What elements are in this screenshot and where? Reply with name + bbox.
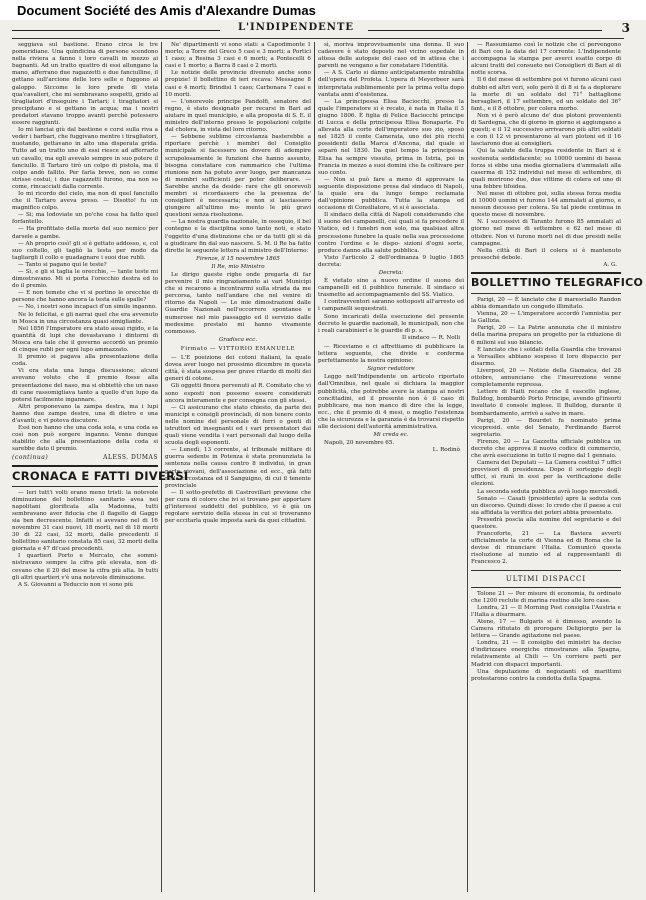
section-rule [471, 587, 621, 588]
paragraph: Firenze, 20 — La Gazzetta ufficiale pubblica un decreto che approva il nuovo codice di commercio, che avrà esecuzione in tutto il regno dal 1 gennaio. [471, 438, 621, 460]
paragraph: seggiava sul bastione. Erano circa le tre pomeridiane. Una quindicina di persone scendono nella riviera a fanno i loro cavalli in mezzo ai bagnanti. Ad un tratto quattro di essi allungano la mano, afferrano due ragazzetti e due fanciulline, il gettano sull'arcione delle loro selle e fuggono al galoppo. Siccome le loro prede di vista qua'cavalieri, che mi sembravano sospetti, grido al tiragliatori d'inseguire i Tartari; i tiragliatori si precipitano e si gettano in acqua; ma i nostri predatori stavano troppo avanti perchè potessero essere raggiunti. [12, 42, 158, 127]
paragraph: Nel mese di ottobre poi, sulla stessa forza media di 10000 uomini vi furono 144 ammalati al giorno, e nessun decesso per colera. Su tal piede continua in questo mese di novembre. [471, 190, 621, 219]
paragraph: Il 6 del mese di settembre poi vi furono alcuni casi dubbi ed altri veri, solo però il dì 8 si fa a deplorare la morte di un soldato del 71° battaglione bersaglieri, il 17 settembre, ed un soldato del 36° fant., e il 8 ottobre, per colera morbo. [471, 77, 621, 112]
paragraph: Qui la salute della truppa residente in Bari si è sostenuta soddisfacente; su 10000 uomini di bassa forza si ebbe una media giornaliera d'ammalati alla caserma di 152 individui nel mese di settembre, di quali morirono due, due vittime di colera ed uno di una febbre tifoidea. [471, 148, 621, 190]
masthead-rule-left [12, 30, 220, 31]
paragraph: Le dirigo queste righe onde pregarla di far pervenire il mio ringraziamento ai vari Municipi che si recarono a incontrarmi sulla strada da me percorsa, tanto nell'andare che nel venire di ritorno da Napoli — Le mie dimostrazioni dalle Guardie Nazionali nell'occorrere spontanee e numerose nel mio passaggio ed il servizio dalle medesime prestato mi hanno vivamente commosso. [165, 272, 311, 335]
paragraph: Atene, 17 — Bulgaris si è dimesso, avendo la Camera rifiutato di prorogare Deligiorgio per la lettera — Grande agitazione nel paese. [471, 618, 621, 640]
column-4 [471, 42, 644, 892]
paragraph: Ne lo felicitai, e gli narrai quel che era avvenuto in Mosca in una circostanza quasi simigliante. [12, 311, 158, 325]
paragraph: Ne' dipartimenti vi sono stati: a Capodimonte 1 morto; a Torre del Greco 5 casi e 3 morti; a Portici 1 caso; a Resina 3 casi e 6 morti; a Pontecelli 6 casi e 1 morto; a Barra 8 casi e 2 morti. [165, 42, 311, 70]
paragraph: Liverpool, 20 — Notizie della Giamaica, del 28 ottobre, annunciano che l'insurrezione venne completamente repressa. [471, 367, 621, 389]
paragraph: Gli oggetti finora pervenuti al R. Comitato che vi sono esposti non possono essere considerati ancora interamente e per consegna con gli stessi. [165, 383, 311, 404]
paragraph: — Ah proprio così! gli si è gettato addosso, e, col suo coltello, gli tagliò la testa per modo da tagliargli il collo e guadagnare i suoi due rubli. [12, 240, 158, 261]
paragraph: — L'onorevole principe Pandolfi, senatore del regno, è stato designato per recarsi in Bari ad aiutare in quel municipio, e alla proposta di S. E. il ministro dell'interno presso le popolazioni colpite dal cholera, in vista del loro ritorno. [165, 98, 311, 134]
paragraph: — Tanto si pagano qui le teste? [18, 261, 107, 268]
article-signature [12, 454, 158, 461]
paragraph: A S. Giovanni a Teduccio non vi sono più [18, 581, 134, 588]
paragraph: — Sì, e gli si taglia le orecchie, — tante teste mi dimostravano. Mi si porta l'orecchio destra ed io do il premio. [12, 269, 158, 290]
masthead-underline [12, 38, 624, 39]
paragraph: Nel 1856 l'Imperatore era stato assai rigido, e la quantità di lupi che devastavano i dintorni di Mosca era tale che il governo accordò un premio di cinque rubli per ogni lupo ammazzato. [12, 325, 158, 354]
paragraph: — Il sotto-prefetto di Castrovillari previene che per cura di coloro che ivi si trovano per apportare gl'interessi suddetti del pubblico, vi è già un regolare servizio della stessa in cui si troveranno per eccitarla quale imposta sarà da quei cittadini. [165, 489, 311, 525]
paragraph: Londra, 21 — Il Morning Post consiglia l'Austria e l'Italia a disarmare. [471, 604, 621, 618]
decree-signature: Il sindaco — R. Nolli [401, 334, 460, 341]
paragraph: Nella città di Bari il colera si è mantenuto pressoché debole. [471, 247, 621, 261]
paragraph: Le notizie delle provincie divenuto anche sono propizie! il bollettino di ieri recava: Messagne 8 casi e 4 morti; Brindisi 1 caso; Carbonara 7 casi e 10 morti. [165, 70, 311, 98]
letter-signature: Firmato — VITTORIO EMANUELE [180, 345, 296, 352]
paragraph: Io mi ricordo del cielo, ma non di quel fanciullo che il Tartaro aveva preso. — Disotto! fu un magnifico colpo. [12, 190, 158, 212]
section-rule [12, 486, 158, 487]
author-name: ALESS. DUMAS [103, 454, 158, 462]
paragraph: — L'E poeizione dei cotoni italiani, la quale dovea aver luogo nei prossimo dicembre in questa città, è stata sospesa per grave ritardo di molti dei generi di cotone. [165, 355, 311, 383]
column-1 [12, 42, 189, 892]
column-separator [161, 42, 162, 892]
paragraph: Presedrà poscia alla nomine del segretario e del questore. [471, 516, 621, 530]
paragraph: — La principessa Elisa Baciocchi, presso la quale l'imperatore si è recato, è nata in Italia il 3 giugno 1806. È figlia di Felice Baciocchi principe di Lucca e della principessa Elisa Bonaparte. Fu allevata alla corte dell'imperatore suo zio, sposò nel 1825 il conte Camerata, uno dei più ricchi possidenti della Marca d'Ancona, dal quale si separò nel 1830. Da quel tempo la principessa Elisa ha sempre vissuto, prima in Istria, poi in Francia in mezzo a suoi domini che fa coltivare per suo conto. [318, 98, 464, 176]
paragraph: — Rassumiamo così le notizie che ci pervengono di Bari con la data del 17 corrente: L'Indipendente accompagna la stampa per averci esatto corpo di alcuni tratti del consueto nei Consiglieri di Bari al di notte scorsa. [471, 42, 621, 77]
paragraph: Senato — Casati (presidente) apre la seduta con un discorso. Quindi disse: Io credo che il paese a cui sia affidata la verifica dei poteri abbia presentato. [471, 495, 621, 516]
paragraph: — A S. Carlo si dànno anticipatamente mirabilia dell'opera del Profeta. L'opera di Meyerbeer sarà interpretata sublimemente per la prima volta dopo vantata anni d'esistenza. [318, 70, 464, 98]
section-rule [12, 465, 158, 467]
paragraph: È vietato sino a nuovo ordine il suono dei campanelli ed il pubblico funerale. Il sindaco si trasmette ad accompagnamento del SS. Viatico. [318, 278, 464, 299]
paragraph: sì, moriva improvvisamente una donna. Il suo cadavere è stato deposto nel vicino ospedale in attesa delle autopsie del caso ed in attesa che i parenti ne vengano a far constatare l'identità. [318, 42, 464, 70]
paragraph: — No, i nostri sono incapaci d'un simile inganno. [18, 304, 157, 311]
paragraph: I contravventori saranno sottoposti all'arresto ed i campanelli sequestrati. [318, 299, 464, 313]
newspaper-title: L'INDIPENDENTE [237, 22, 355, 33]
paragraph: Londra, 21 — Il consiglio dei ministri ha deciso d'indirizzare energiche rimostranze alla Spagna, relativamente al Chili — Un corriere parti per Madrid con dispacci importanti. [471, 640, 621, 668]
paragraph: — Ieri tutt'i volti erano meno tristi: la notevole diminuzione del bollettino sanitario avea nei napolitani glorificata alla Madonna, tutti sembravano aver fiducia che il flagello di Gaggo sia ben decrescente. Infatti si avevano nel di 16 novembre 31 casi nuovi, 18 morti, nel di 18 morti 30 di 22 casi, 32 morti, dalle precedenti il bollettino sanitario constata 85 casi, 32 morti della giornata e 47 di'casi precedenti. [12, 489, 158, 553]
paragraph: Sono incaricati della esecuzione del presente decreto le guardie nazionali, le municipali, non che i reali carabinieri e le guardie di p. s. [318, 313, 464, 334]
paragraph: Parigi, 20 — È lanciato che il maresciallo Randon abbia domandato un congedo illimitato. [471, 297, 621, 311]
paragraph: — Si; ma lodoviate un po'che cosa ha fatto quel forfantello. [12, 212, 158, 226]
document-header-bar [0, 0, 646, 20]
letter-closing: Mi creda ec. [373, 432, 409, 439]
paragraph: Leggo nell'Indipendente un articolo riportato dall'Omnibus, nel quale si dichiara la maggior pubblicità, che potrebbe avere la stampa ai nostri concittadini, ed il presente non è il caso di pubblicare, ma non manco di dire che la legge, ecc., che il premio di 4 mesi, o meglio l'esistenza che la sicurezza e la garanzia è da trovarsi rispetto alle decisioni dell'autorità amministrativa. [318, 374, 464, 430]
section-title-cronaca: CRONACA E FATTI DIVERSI [12, 468, 189, 483]
paragraph: — La nostra guardia nazionale, in ossequio, il bel contegno e la disciplina sono tanto noti, e stato l'oggetto d'una distinzione che or da tutti gli si dà a giudicare fin dal suo nascere. S. M. il Re ha fatto dirette le seguente lettera al ministro dell'Interno: [165, 219, 311, 254]
letter-salutation: Il Re, mio Ministro [211, 263, 265, 270]
paragraph: Il premio si pagava alla presentazione della coda. [12, 354, 158, 368]
paragraph: — Lunedì, 13 corrente, al tribunale militare di guerra sedente in Potenza è stata pronunziata la sentenza nella causa contro 8 individui, in gran parte giovani, dell'associazione ed ecc., già fatti nella circostanza ed il Sanguigno, di cui il tenente provinciale [165, 447, 311, 489]
continua-label: (continua) [12, 454, 49, 462]
paragraph: Vi era stata una lunga discussione; alcuni avevano voluto che il premio fosse alla presentazione del naso, ma si obbiettò che un naso di cane rassomigliava tanto a quello d'un lupo da potersi facilmente ingannare. [12, 368, 158, 403]
column-separator [467, 42, 468, 892]
paragraph: Lettere di Haiti recano che il vascello inglese, Bulldog, bombardò Porto Principe, avendo gl'insorti insultato il console inglese. Il Bulldog, durante il bombardamento, arrivò a salvo in mare. [471, 389, 621, 417]
paragraph: Vienna, 20 — L'imperatore accordò l'amnistia per la Gallizia. [471, 311, 621, 325]
paragraph: Visto l'articolo 2 dell'ordinanza 9 luglio 1865 decreta: [318, 254, 464, 268]
paragraph: Camera dei Deputati — La Camera costituì 7 uffici provvisori di presidenza. Dopo il sorteggio degli uffici, si riunì in essi per la verificazione delle elezioni. [471, 460, 621, 488]
paragraph: Parigi, 20 — La Patrie annunzia che il ministro della marina prepara un progetto per la riduzione di 6 milioni sul suo bilancio. [471, 325, 621, 346]
section-rule [471, 570, 621, 571]
paragraph: — Non si può fare a meno di approvare la seguente disposizione presa dal sindaco di Napoli, la quale era da lungo tempo reclamata dall'opinione pubblica. Tutta la stampa ed occasione di Consiliatore, vi si è associata. [318, 176, 464, 212]
section-rule [471, 293, 621, 294]
paragraph: I quartieri Porto e Mercato, che sommi- nistravano sempre la cifra più elevata, non di- cevano che il 20 del mese la cifra più alta. In tutti gli altri quartieri v'è una notevole diminuzione. [12, 553, 158, 581]
article-signature: A. G. [603, 261, 617, 268]
paragraph: È lanciato che i soldati della Guardia che trovansi a Versailles abbiano sospeso il loro dispaccio per disarmo. [471, 346, 621, 367]
paragraph: Altri proponevano la zampa destra, ma i lupi hanno due zampe destre, una di dietro e una d'avanti; e vi poteva discutere. [12, 403, 158, 424]
letter-salutation: Signor redattore [367, 366, 415, 373]
letter-dateline: Firenze, il 15 novembre 1865 [196, 255, 280, 262]
paragraph: Il sindaco della città di Napoli considerando che il suono dei campanelli, cui quali si fa precedere il Viatico, ed i funebri non solo, ma qualsiasi altra processione funebre la quale nella sua processione contro l'ordine e le dispo- sizioni d'ogni sorte, produce danno alla salute pubblica. [318, 212, 464, 254]
paragraph: Parigi, 20 — Bourdet fu nominato prima vicepresid. ente del Senato, Ferdinando Barrot segretario. [471, 417, 621, 438]
paragraph: Una deputazione di negozianti ed marittimi protestarono contro la condotta della Spagna. [471, 668, 621, 682]
paragraph: — Ha profittato della morte del suo nemico per darsele a gambe. [12, 226, 158, 240]
column-2 [165, 42, 311, 892]
masthead-rule-right [368, 30, 602, 31]
column-3 [318, 42, 464, 892]
section-rule [471, 272, 621, 274]
paragraph: Essi non hanno che una coda sola, e una coda sa così non può sorgere inganno. Venne dunque stabilito che alla presentazione della coda si sarebbe dato il premio. [12, 425, 158, 453]
paragraph: Tolone 21 — Per misure di economia, fu ordinato che 1200 reclute di marina restino alle loro case. [471, 590, 621, 604]
page-number: 3 [621, 21, 630, 35]
section-title-bollettino: BOLLETTINO TELEGRAFICO [471, 276, 644, 289]
section-title-dispacci: ULTIMI DISPACCI [505, 574, 587, 583]
paragraph: Io mi lanciai giù dal bastione e corsi sulla riva a veder i barbari, che fuggivano mentre i tiragliatori, nuotando, gettavano in alto una disperata grida. Tutto ad un tratto uno di essi riesce ad afferrarlo un cavallo, ma egli avevalo sempre in suo potere il fanciullo. Il Tartaro tirò un colpo di pistola, ma il colpo andò fallito. Per farla breve, non so come strisse costui, i due ragazzetti furono, ma non so come, rincacciati dalla corrente. [12, 127, 158, 190]
paragraph: La seconda seduta pubblica avrà luogo mercoledì. [477, 488, 620, 495]
paragraph: — Ci assicurano che stato chiesto, da parte dei municipi e consigli provinciali, di non tenere conto nelle nomine del personale di ferri o genti di istruttori ed insegnanti ed i vari presentatori dai quali viene vendita i vari personali dal luogo della scuola degli esponenti. [165, 404, 311, 447]
masthead [12, 22, 636, 36]
paragraph: Francoforte, 21 — La Baviera avverti ufficialmente la corte di Vienna ed di Roma che la devise di rinunciare l'Italia. Comunicò questa risoluzione al nunzio ed al rappresentanti di Francesco 2. [471, 531, 621, 566]
document-title: Document Société des Amis d'Alexandre Dumas [17, 3, 316, 18]
column-separator [314, 42, 315, 892]
paragraph: Napoli, 20 novembre 65. [324, 440, 395, 447]
decree-heading: Decreta: [378, 270, 404, 276]
letter-closing: Gradisca ecc. [218, 336, 258, 343]
paragraph: — Riceviamo e ci affrettiamo di pubblicare la lettera seguente, che divide e conferma perfettamente la nostra opinione: [318, 343, 464, 365]
paragraph: Non vi è però alcuno de' due plotoni provenienti di Sardegna, che di giorno in giorno si aggiungano a questi; e il 12 successivo arrivarono più altri soldati e con il 12 vi presentarono al vari plotoni ed il 16 lasciarono due ai consiglieri. [471, 112, 621, 148]
paragraph: — E non temete che vi si portino le orecchie di persone che hanno ancora la testa sulle spalle? [12, 290, 158, 304]
paragraph: — Sebbene sublime circostanza basterebbe a riportare perchè i membri del Consiglio municipale si facessero un dovere di adempire scrupolosamente le funzioni che hanno assunto, bisogna constatare con rammarico che l'ultima riunione non ha potuto aver luogo, per mancanza di membri sufficienti per poter deliberare. — Sarebbe anche da deside- rare che gli onorevoli membri si ricordassero che la presenza de' consiglieri è necessaria; e non si lasciassero giungere all'ultimo mo- mento le più gravi questioni senza risoluzione. [165, 134, 311, 219]
letter-signature: L. Rodinò [432, 447, 460, 454]
paragraph: N. I successivi di Taranto furono 85 ammalati al giorno nel mese di settembre e 62 nel mese di ottobre. Non vi furono morti nel di due presidi nelle campagne. [471, 219, 621, 247]
